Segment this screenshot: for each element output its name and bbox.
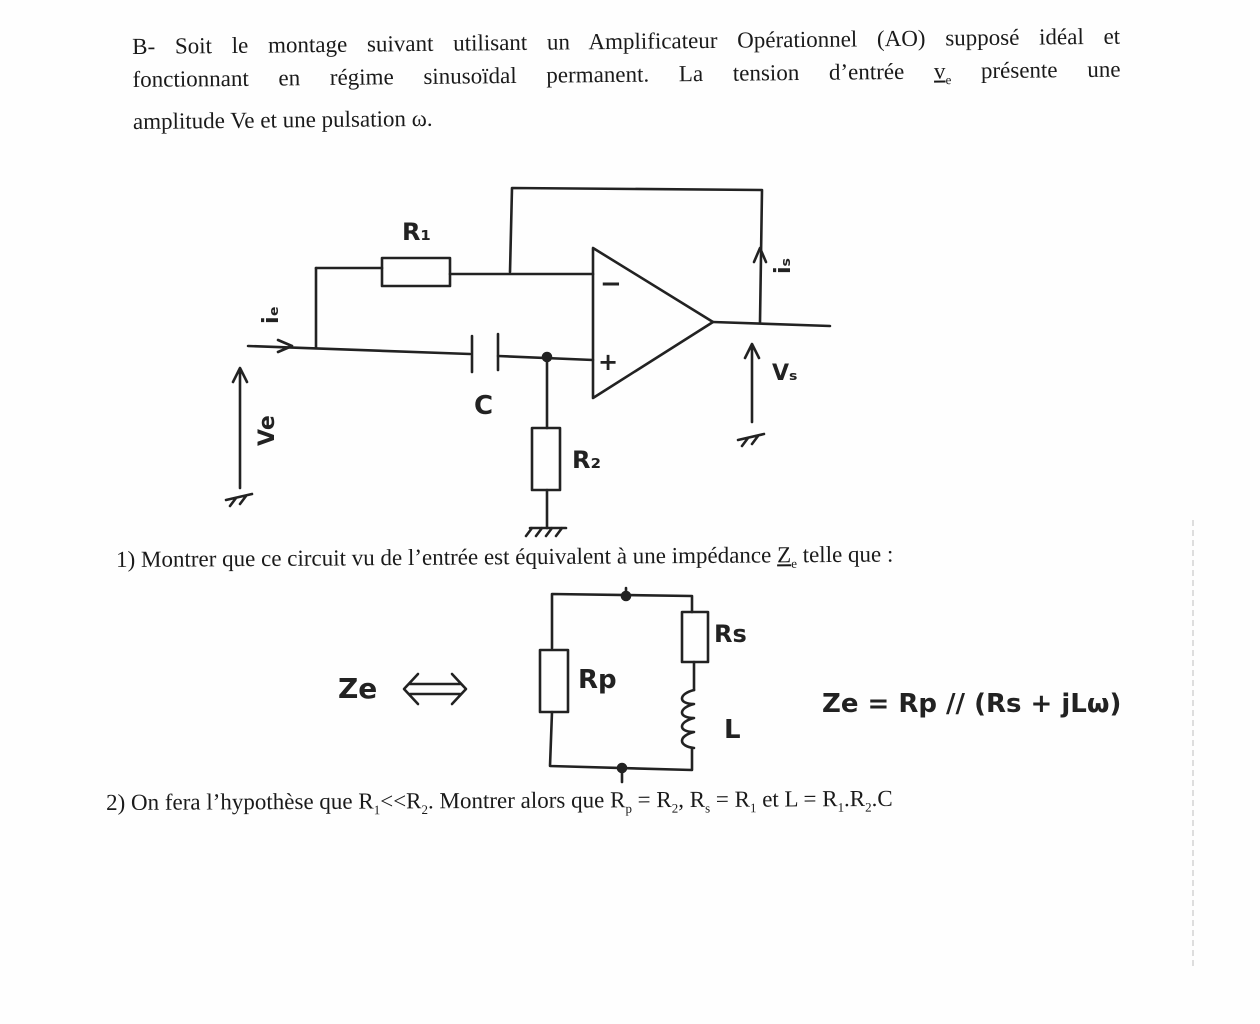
intro-line-3: amplitude Ve et une pulsation ω. [132, 105, 433, 134]
q2-part-4: = R [631, 787, 672, 813]
ze-left-label: Ze [338, 672, 378, 705]
ve-arrow [233, 368, 247, 488]
intro-line-2-start: fonctionnant en régime sinusoïdal permanent. La tension d’entrée [132, 58, 935, 92]
rp-resistor [540, 650, 568, 712]
q2-part-6: = R [710, 786, 750, 812]
r1-resistor [382, 258, 450, 286]
impedance-symbol [776, 542, 798, 571]
rs-resistor [682, 612, 708, 662]
plus-input-label: + [598, 348, 619, 376]
q2-sub-3: p [625, 800, 632, 816]
intro-line-2-end: présente une [951, 56, 1121, 84]
vs-arrow [745, 344, 759, 422]
circuit-labels [255, 218, 797, 474]
q2-part-1: 2) On fera l’hypothèse que R [106, 788, 374, 815]
q2-part-7: et L = R [756, 786, 838, 812]
input-voltage-subscript: e [945, 72, 952, 88]
feedback-wire [510, 188, 762, 322]
capacitor-label: C [474, 391, 494, 421]
q2-sub-8: 2 [865, 799, 872, 815]
input-ground-mark [226, 494, 252, 506]
rp-label: Rp [578, 665, 617, 695]
inductor-coil [682, 690, 694, 748]
ground-symbol [526, 528, 566, 536]
vs-label: Vₛ [772, 361, 798, 386]
input-voltage-letter: v [933, 58, 946, 84]
q2-part-2: <<R [380, 788, 422, 814]
q2-sub-6: 1 [749, 800, 757, 816]
r2-resistor [532, 428, 560, 490]
is-label: iₛ [771, 258, 796, 274]
question-1 [116, 538, 1056, 583]
equivalent-labels [338, 620, 1121, 745]
q2-part-9: .C [871, 785, 893, 811]
ie-label: iₑ [259, 305, 284, 324]
r2-label: R₂ [572, 446, 601, 474]
question-1-end: telle que : [796, 541, 894, 568]
output-ground-mark [738, 434, 764, 446]
q2-sub-2: 2 [421, 801, 429, 817]
q2-part-3: . Montrer alors que R [427, 787, 626, 814]
q2-sub-4: 2 [671, 800, 679, 816]
question-1-start: 1) Montrer que ce circuit vu de l’entrée est équivalent à une impédance [116, 542, 778, 572]
output-wire [713, 322, 830, 326]
ve-label: Ve [255, 415, 280, 446]
impedance-letter: Z [776, 542, 792, 568]
r1-label: R₁ [402, 218, 431, 246]
equiv-double-arrow [404, 674, 466, 704]
equiv-top-wire [552, 594, 692, 648]
q2-sub-7: 1 [837, 799, 845, 815]
scan-edge-artifact [1192, 520, 1194, 970]
intro-line-1: B- Soit le montage suivant utilisant un Amplificateur Opérationnel (AO) supposé idéal et [132, 23, 1121, 59]
ze-formula: Ze = Rp // (Rs + jLω) [822, 689, 1122, 719]
q2-sub-5: s [705, 800, 711, 816]
impedance-subscript: e [791, 555, 798, 571]
q2-sub-1: 1 [373, 802, 381, 818]
q2-part-5: , R [678, 786, 706, 813]
minus-input-label: − [600, 269, 622, 299]
rs-label: Rs [714, 620, 747, 648]
q2-part-8: .R [843, 786, 866, 812]
equiv-left-bottom-wire [550, 712, 692, 770]
question-2 [106, 783, 1026, 826]
junction-dot [543, 353, 551, 361]
l-label: L [724, 715, 741, 745]
